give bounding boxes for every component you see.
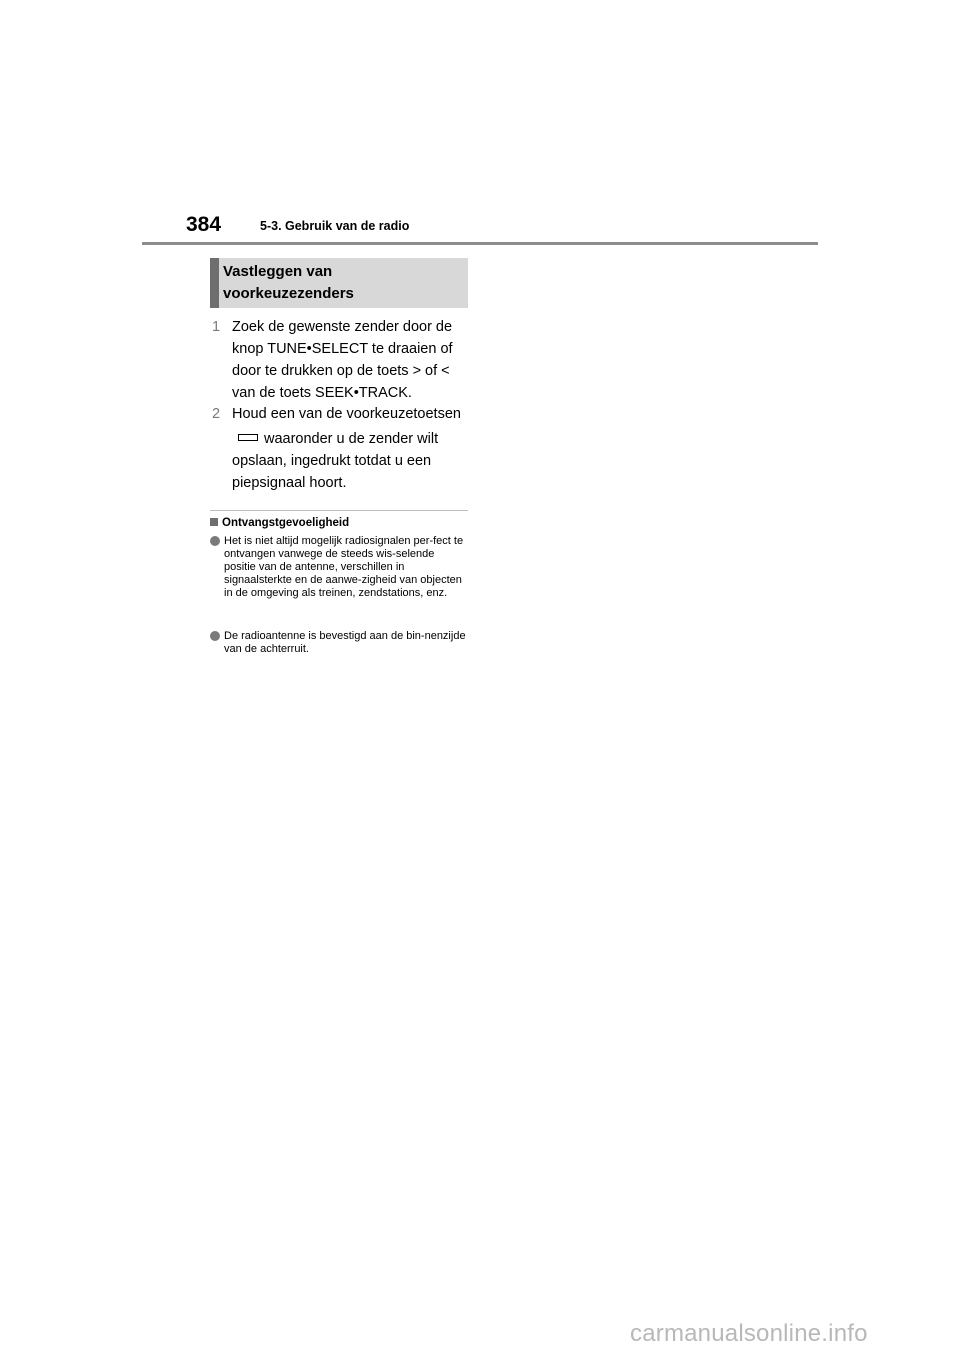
- page-number: 384: [186, 213, 222, 236]
- bullet-text: De radioantenne is bevestigd aan de bin-nenzijde van de achterruit.: [224, 630, 466, 655]
- step-number: 1: [212, 319, 221, 335]
- step-number: 2: [212, 406, 221, 422]
- divider: [210, 510, 468, 511]
- header-rule: [142, 242, 818, 245]
- section-title: 5-3. Gebruik van de radio: [260, 219, 410, 233]
- info-heading: [210, 516, 349, 530]
- square-bullet-icon: [210, 518, 218, 526]
- heading-title: [223, 261, 463, 305]
- step-2: [212, 403, 472, 425]
- bullet-item: [210, 535, 468, 600]
- info-heading-text: Ontvangstgevoeligheid: [222, 517, 350, 529]
- step-text: Zoek de gewenste zender door de knop TUNE•SELECT te draaien of door te drukken op de toets > of < van de toets SEEK•TRACK.: [232, 319, 453, 401]
- round-bullet-icon: [210, 536, 220, 546]
- step-1: [212, 316, 472, 404]
- bullet-item: [210, 630, 468, 656]
- step-text: Houd een van de voorkeuzetoetsen: [232, 406, 461, 422]
- round-bullet-icon: [210, 631, 220, 641]
- heading-accent-bar: [210, 258, 219, 308]
- step-2-continuation: [232, 428, 472, 494]
- preset-button-icon: [238, 434, 258, 441]
- watermark: carmanualsonline.info: [630, 1320, 868, 1347]
- heading-box: [210, 258, 468, 308]
- heading-line-1: Vastleggen van: [223, 263, 333, 280]
- heading-line-2: voorkeuzezenders: [223, 285, 354, 302]
- step-continuation-text: waaronder u de zender wilt opslaan, ingedrukt totdat u een piepsignaal hoort.: [232, 431, 439, 491]
- bullet-text: Het is niet altijd mogelijk radiosignalen per-fect te ontvangen vanwege de steeds wis-selende positie van de antenne, verschillen in signaalsterkte en de aanwe-zigheid van objecten in de omgeving als treinen, zendstations, enz.: [224, 535, 464, 599]
